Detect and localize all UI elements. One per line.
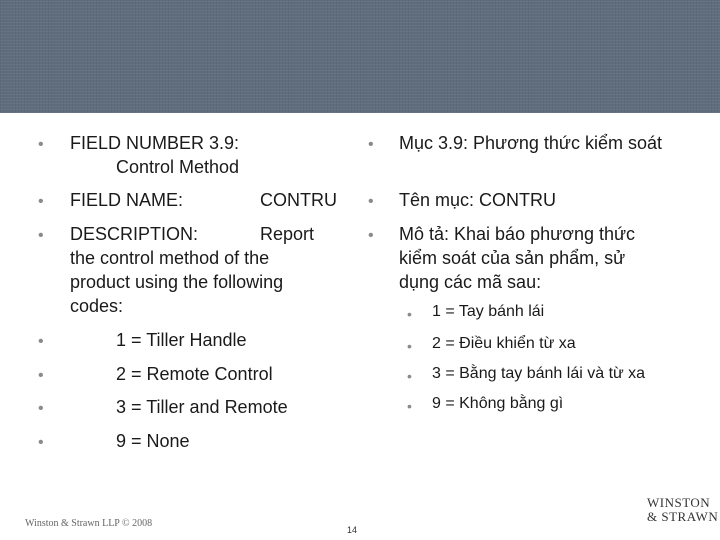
bullet: •	[38, 227, 44, 244]
description-label: DESCRIPTION:	[70, 224, 199, 244]
vn-code-item: 3 = Bằng tay bánh lái và từ xa	[432, 365, 646, 382]
bullet: •	[38, 193, 44, 210]
bullet: •	[38, 367, 44, 384]
bullet: •	[38, 434, 44, 451]
logo-line: & STRAWN	[647, 509, 719, 524]
bullet: •	[368, 193, 374, 210]
bullet: •	[368, 227, 374, 244]
vn-code-item: 2 = Điều khiển từ xa	[432, 335, 576, 352]
field-name-label: FIELD NAME:	[70, 190, 184, 210]
header-banner	[0, 0, 720, 113]
description-text: the control method of the product using the following codes:	[70, 248, 284, 316]
code-item: 2 = Remote Control	[116, 364, 273, 384]
bullet: •	[407, 398, 412, 414]
bullet: •	[407, 306, 412, 322]
vn-field-number: Mục 3.9: Phương thức kiểm soát	[399, 133, 663, 153]
field-name-value: CONTRU	[260, 190, 337, 210]
bullet: •	[38, 400, 44, 417]
vn-field-name: Tên mục: CONTRU	[399, 190, 557, 210]
code-item: 3 = Tiller and Remote	[116, 397, 288, 417]
description-first-word: Report	[260, 224, 315, 244]
logo-line: WINSTON	[647, 495, 711, 510]
code-item: 9 = None	[116, 431, 190, 451]
field-number-value: Control Method	[116, 157, 240, 177]
vn-code-item: 9 = Không bằng gì	[432, 395, 564, 412]
page-number: 14	[347, 525, 358, 535]
bullet: •	[407, 338, 412, 354]
footer-copyright: Winston & Strawn LLP © 2008	[25, 518, 153, 529]
bullet: •	[368, 136, 374, 153]
bullet: •	[38, 136, 44, 153]
vn-code-item: 1 = Tay bánh lái	[432, 303, 545, 320]
company-logo	[647, 495, 719, 524]
code-item: 1 = Tiller Handle	[116, 330, 247, 350]
field-number-label: FIELD NUMBER 3.9:	[70, 133, 240, 153]
vn-description: Mô tả: Khai báo phương thức kiểm soát của sản phẩm, sử dụng các mã sau:	[399, 224, 636, 292]
bullet: •	[38, 333, 44, 350]
bullet: •	[407, 368, 412, 384]
